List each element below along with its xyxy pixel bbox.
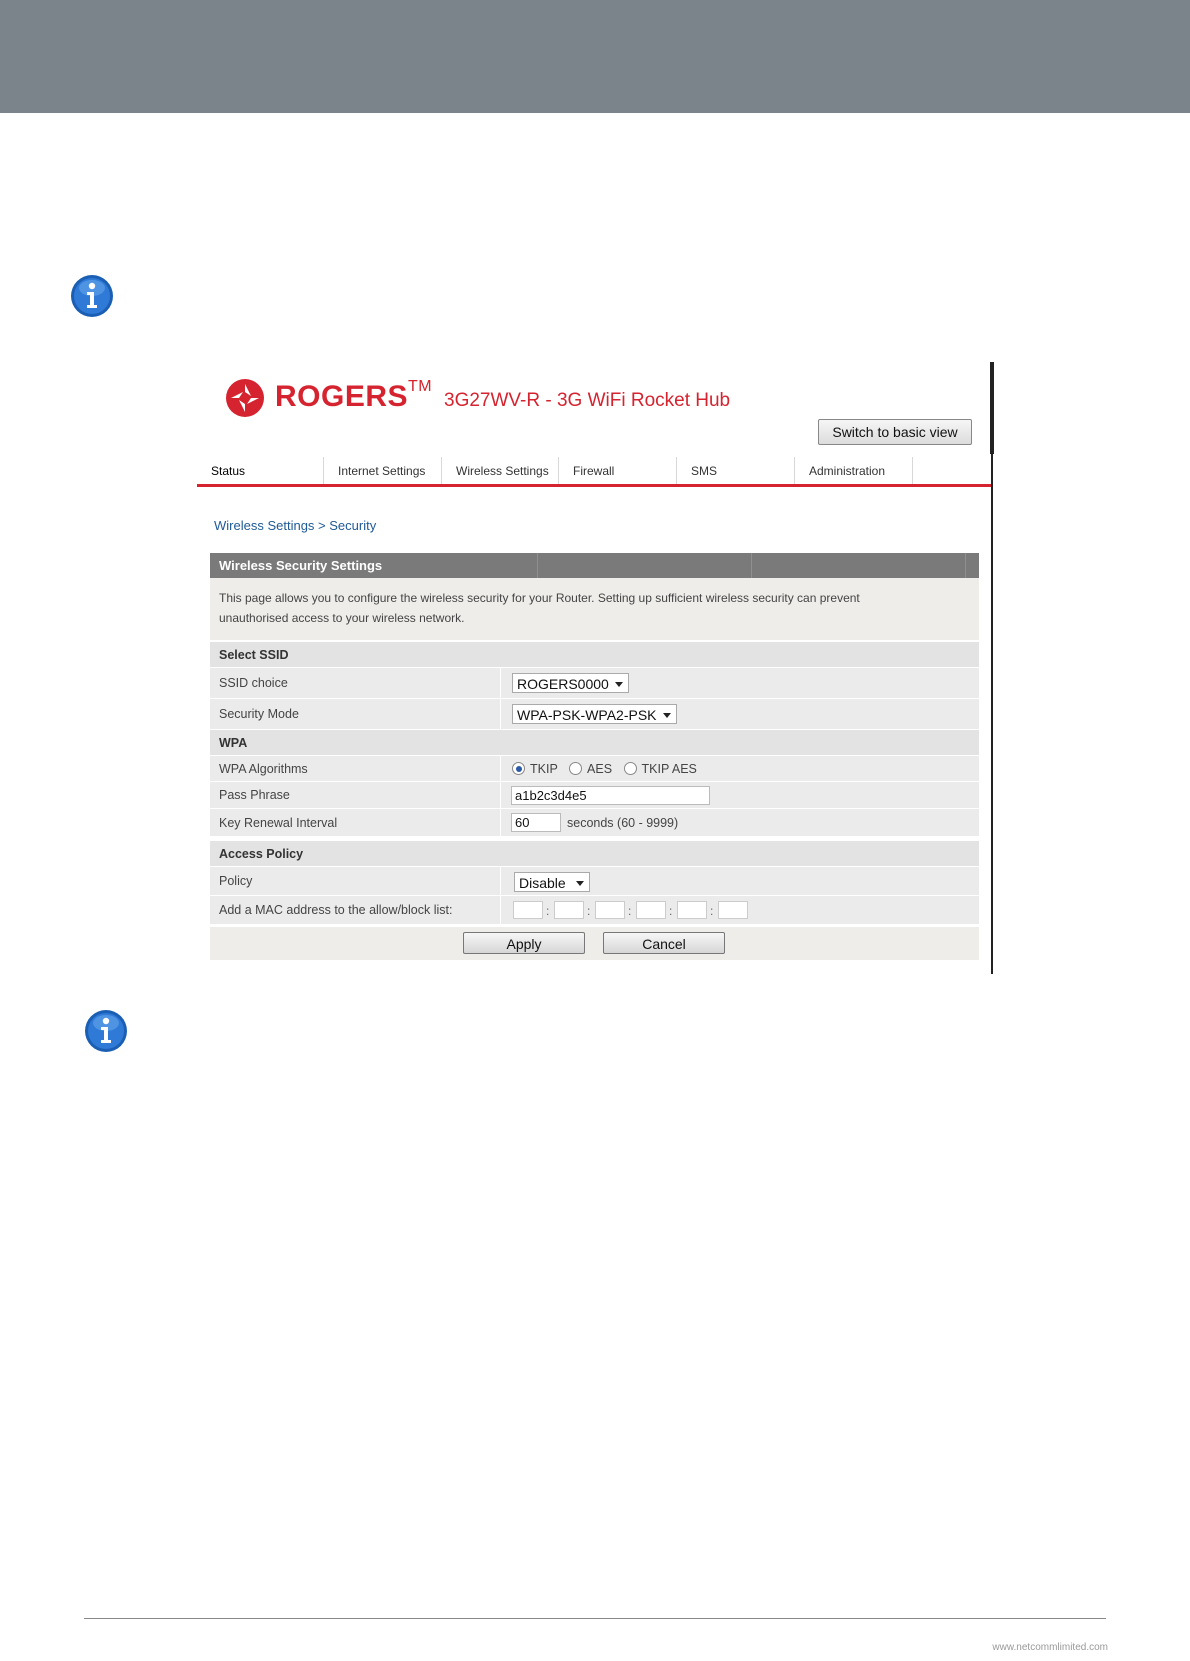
policy-select[interactable]: Disable	[514, 872, 590, 892]
screenshot-border-top	[990, 362, 994, 454]
tab-status[interactable]: Status	[197, 457, 324, 484]
main-tabs	[197, 457, 993, 485]
brand-name: ROGERS™	[275, 378, 433, 413]
key-renewal-input[interactable]: 60	[511, 813, 561, 832]
row-actions	[210, 926, 979, 960]
ssid-choice-select[interactable]: ROGERS0000	[512, 673, 629, 693]
document-header-band	[0, 0, 1190, 113]
chevron-down-icon	[576, 881, 584, 886]
row-ssid-choice: SSID choice ROGERS0000	[210, 667, 979, 698]
security-mode-select[interactable]: WPA-PSK-WPA2-PSK	[512, 704, 677, 724]
footer-divider	[84, 1618, 1106, 1619]
row-pass-phrase: Pass Phrase a1b2c3d4e5	[210, 781, 979, 808]
wpa-algorithm-group	[512, 756, 697, 782]
tab-firewall[interactable]: Firewall	[559, 457, 677, 484]
row-mac-address: Add a MAC address to the allow/block list: : : : : :	[210, 895, 979, 924]
section-access-policy: Access Policy	[210, 840, 979, 866]
panel-description: This page allows you to configure the wireless security for your Router. Setting up sufficient wireless security can prevent unauthorised access to your wireless network.	[210, 578, 979, 640]
row-wpa-algorithms: WPA Algorithms TKIP AES TKIP AES	[210, 755, 979, 781]
cancel-button[interactable]: Cancel	[603, 932, 725, 954]
tab-administration[interactable]: Administration	[795, 457, 913, 484]
section-wpa: WPA	[210, 729, 979, 755]
switch-to-basic-view-button[interactable]: Switch to basic view	[818, 419, 972, 445]
mac-octet-4-input[interactable]	[636, 901, 666, 919]
section-select-ssid: Select SSID	[210, 641, 979, 667]
mac-octet-1-input[interactable]	[513, 901, 543, 919]
radio-aes[interactable]: AES	[569, 762, 612, 776]
mac-octet-3-input[interactable]	[595, 901, 625, 919]
chevron-down-icon	[663, 713, 671, 718]
mac-octet-2-input[interactable]	[554, 901, 584, 919]
row-security-mode: Security Mode WPA-PSK-WPA2-PSK	[210, 698, 979, 729]
row-key-renewal: Key Renewal Interval 60 seconds (60 - 9999)	[210, 808, 979, 836]
tab-internet-settings[interactable]: Internet Settings	[324, 457, 442, 484]
rogers-logo-icon	[225, 378, 265, 418]
tab-sms[interactable]: SMS	[677, 457, 795, 484]
product-title: 3G27WV-R - 3G WiFi Rocket Hub	[444, 390, 731, 411]
key-renewal-hint: seconds (60 - 9999)	[567, 816, 679, 830]
apply-button[interactable]: Apply	[463, 932, 585, 954]
panel-title: Wireless Security Settings	[210, 553, 979, 578]
chevron-down-icon	[615, 682, 623, 687]
pass-phrase-input[interactable]: a1b2c3d4e5	[511, 786, 710, 805]
row-policy: Policy Disable	[210, 866, 979, 895]
router-screenshot	[197, 362, 993, 974]
info-icon	[70, 274, 114, 318]
radio-tkip-aes[interactable]: TKIP AES	[624, 762, 697, 776]
tab-underline	[197, 484, 993, 487]
radio-tkip[interactable]: TKIP	[512, 762, 558, 776]
mac-octet-5-input[interactable]	[677, 901, 707, 919]
info-icon	[84, 1009, 128, 1053]
tab-wireless-settings[interactable]: Wireless Settings	[442, 457, 559, 484]
mac-octet-6-input[interactable]	[718, 901, 748, 919]
breadcrumb[interactable]: Wireless Settings > Security	[214, 518, 377, 533]
footer-url: www.netcommlimited.com	[992, 1642, 1108, 1653]
trademark: TM	[408, 378, 433, 395]
